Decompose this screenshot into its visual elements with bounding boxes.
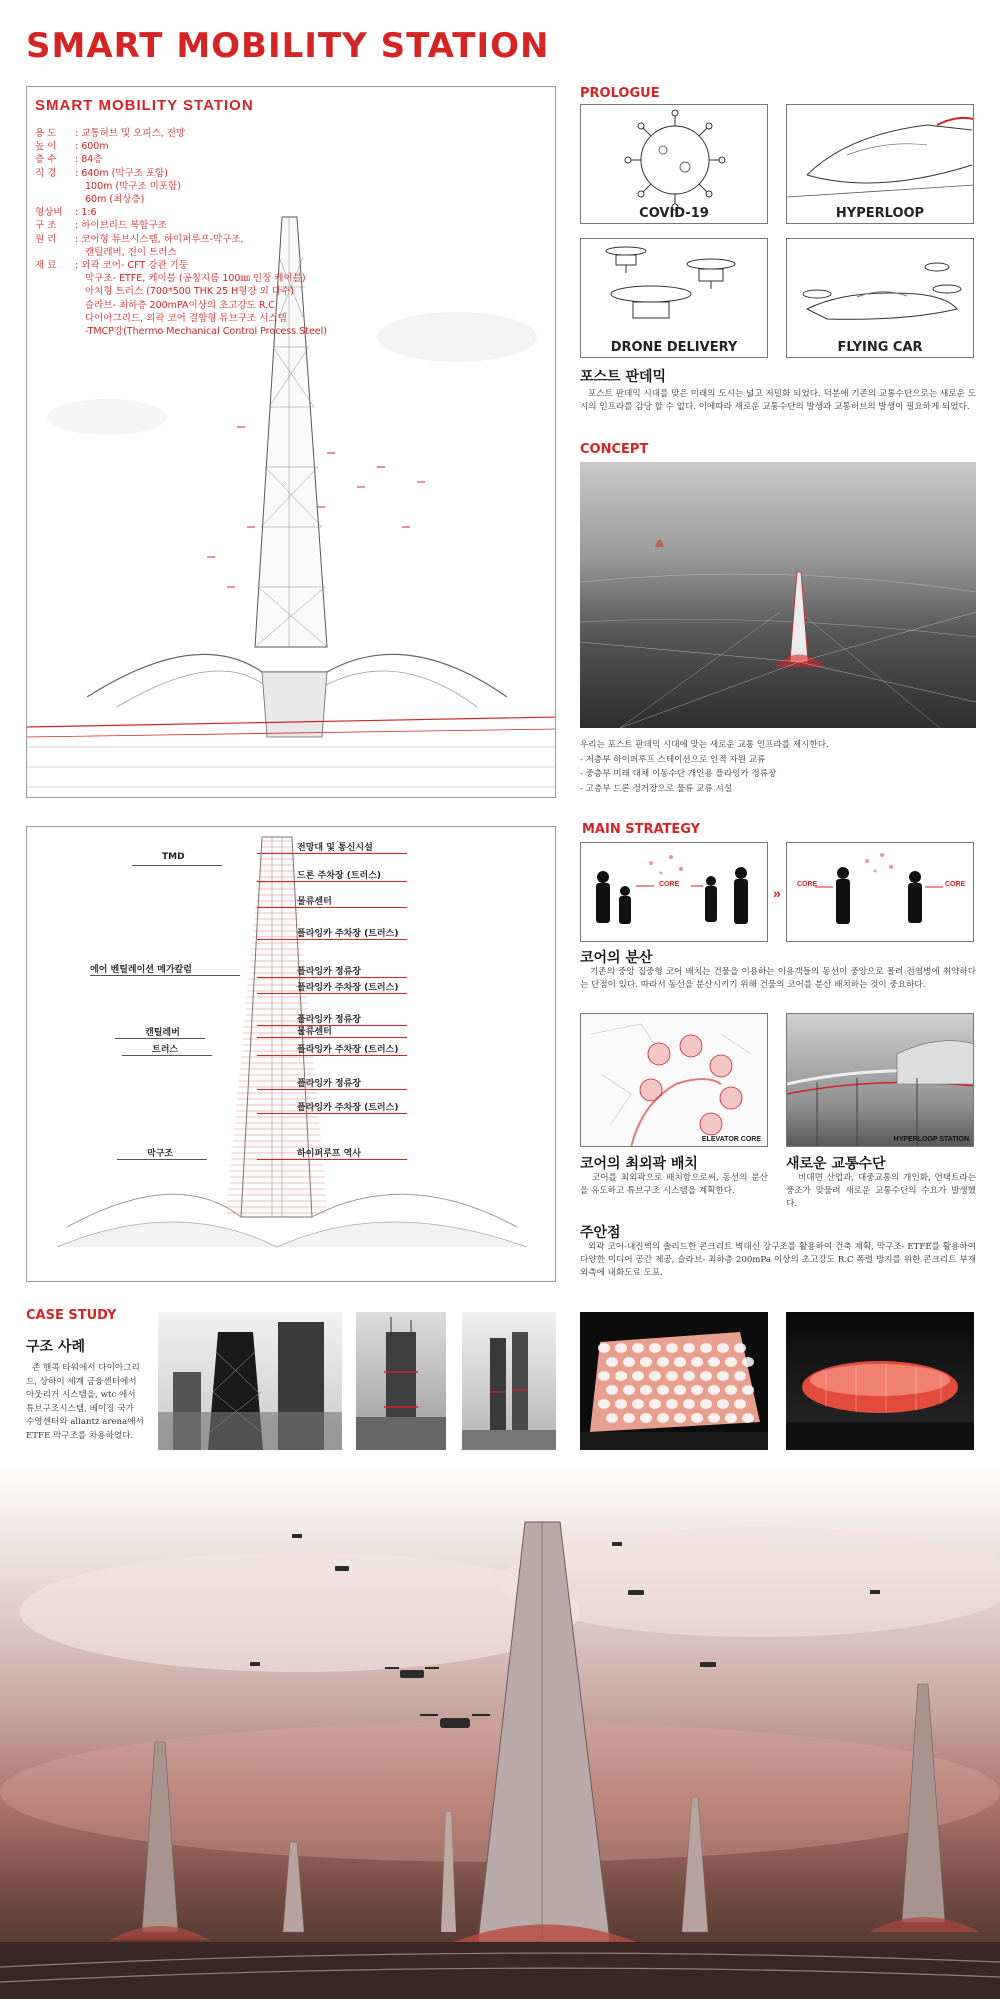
spec-value: : 외곽 코어- CFT 강관 기둥 [75,260,188,272]
main-point-text: 외곽 코어-내진벽의 솔리드한 콘크리트 벽대신 강구조를 활용하여 건축 계획, 막구조- ETFE를 활용하여 다양한 미디어 공간 제공, 슬라브- 최하층 200mPa 이상의 초고강도 R.C 폭렬 방지를 위한 콘크리트 부재 외측에 내화도료 도포. [580,1242,976,1278]
leader-line [257,1113,407,1114]
leader-line [257,939,407,940]
spec-row [35,272,327,285]
case-shanghai-image [356,1312,446,1450]
spec-row [35,219,327,232]
section-label-left: TMD [162,852,185,862]
core-label-center: CORE [659,881,680,888]
spec-row [35,206,327,219]
spec-key: 재 료 [35,260,57,272]
section-label-right: 플라잉카 주차장 (트러스) [297,1045,399,1055]
elevator-core-plan [580,1013,768,1147]
spec-row [35,153,327,166]
section-label-right: 플라잉카 주차장 (트러스) [297,1103,399,1113]
spec-key: 원 리 [35,233,57,245]
spec-title: SMART MOBILITY STATION [35,97,254,114]
main-point-heading: 주안점 [580,1225,621,1241]
strategy-heading: MAIN STRATEGY [582,822,701,837]
section-label-right: 드론 주차장 (트러스) [297,871,382,881]
section-label-left: 에어 벤틸레이션 메가칼럼 [90,965,192,975]
spec-value: : 하이브리드 복합구조 [75,220,167,232]
spec-row [35,285,327,298]
section-label-left: 캔틸레버 [145,1028,180,1038]
concept-line-2: - 저층부 하이퍼루프 스테이션으로 인적 자원 교류 [580,754,766,765]
spec-row [35,312,327,325]
spec-value: 60m (최상층) [85,194,145,206]
new-transport-text: 비대면 산업과, 대중교통의 개인화, 언택트라는 풍조가 맞물려 새로운 교통수단의 수요가 발생했다. [786,1173,976,1209]
case-hancock-image [158,1312,342,1450]
spec-list [35,127,327,338]
hyperloop-station-image [786,1013,974,1147]
leader-line [257,1037,407,1038]
case-study-subheading: 구조 사례 [26,1339,85,1355]
core-distribution-heading: 코어의 분산 [580,950,653,966]
concept-heading: CONCEPT [580,442,649,457]
elevator-core-label: ELEVATOR CORE [701,1136,761,1143]
box-label-hyperloop: HYPERLOOP [835,206,925,221]
core-distributed-diagram [786,842,974,942]
leader-line [257,1055,407,1056]
spec-value: 아치형 트러스 (700*500 THK 25 H형강 외 다수) [85,286,294,298]
page-title: SMART MOBILITY STATION [26,26,550,66]
spec-key: 구 조 [35,220,57,232]
spec-row [35,140,327,153]
spec-row [35,180,327,193]
spec-key: 직 경 [35,167,57,179]
core-central-diagram [580,842,768,942]
section-label-right: 플라잉카 정류장 [297,967,361,977]
concept-text [580,738,976,796]
leader-line [257,1025,407,1026]
spec-key: 용 도 [35,128,57,139]
concept-line-1: 우리는 포스트 판데믹 시대에 맞는 새로운 교통 인프라를 제시한다. [580,740,829,750]
spec-value: : 640m (막구조 포함) [75,167,168,179]
core-distribution-text: 기존의 중앙 집중형 코어 배치는 건물을 이용하는 이용객들의 동선이 중앙으로 몰려 전염병에 취약하다는 단점이 있다. 따라서 동선을 분산시키기 위해 건물의 코어를 분산 배치하는 것이 중요하다. [580,967,976,990]
spec-value: 막구조- ETFE, 케이블 (공칭지름 100㎜ 인장 케이블) [85,273,306,285]
hyperloop-station-label: HYPERLOOP STATION [893,1136,969,1143]
box-label-covid: COVID-19 [639,206,709,221]
spec-value: : 1:6 [75,207,97,219]
spec-value: : 600m [75,141,109,153]
box-label-drone: DRONE DELIVERY [610,340,738,355]
leader-line [117,1159,207,1160]
spec-value: 다이아그리드, 외곽 코어 결합형 튜브구조 시스템 [85,312,287,324]
spec-value: : 교통허브 및 오피스, 전망 [75,128,186,139]
section-label-right: 물류센터 [297,1027,332,1037]
section-label-left: 트러스 [152,1045,179,1055]
flying-car-box [786,238,974,358]
spec-key: 높 이 [35,141,57,153]
leader-line [115,1038,205,1039]
spec-row [35,167,327,180]
box-label-flying-car: FLYING CAR [837,340,923,355]
leader-line [257,1159,407,1160]
spec-key: 형상비 [35,207,63,219]
leader-line [257,881,407,882]
spec-value: -TMCP강(Thermo Mechanical Control Process Steel) [85,326,327,338]
section-label-left: 막구조 [147,1149,174,1159]
section-label-right: 전망대 및 통신시설 [297,843,373,853]
leader-line [257,977,407,978]
outer-core-heading: 코어의 최외곽 배치 [580,1156,698,1172]
spec-row [35,259,327,272]
concept-line-3: - 중층부 미래 대체 이동수단 개인용 플라잉카 정류장 [580,769,777,779]
spec-row [35,127,327,140]
leader-line [257,1089,407,1090]
case-wtc-image [462,1312,556,1450]
section-label-right: 플라잉카 주차장 (트러스) [297,929,399,939]
post-pandemic-text: 포스트 판데믹 시대를 맞은 미래의 도시는 넓고 저밀화 되었다. 덕분에 기존의 교통수단으로는 새로운 도시의 인프라를 감당 할 수 없다. 이에따라 새로운 교통수단의 발생과 교통허브의 발생이 필요하게 되었다. [580,389,976,412]
section-label-right: 플라잉카 주차장 (트러스) [297,983,399,993]
case-study-heading: CASE STUDY [26,1308,117,1323]
spec-value: 캔틸레버, 전이 트러스 [85,246,177,258]
core-label-left: CORE [797,881,818,888]
prologue-heading: PROLOGUE [580,86,660,101]
spec-value: : 84층 [75,154,103,166]
spec-row [35,233,327,246]
new-transport-heading: 새로운 교통수단 [786,1156,886,1172]
section-label-right: 플라잉카 정류장 [297,1079,361,1089]
case-water-cube-image [580,1312,768,1450]
leader-line [257,907,407,908]
spec-value: 슬라브- 최하층 200mPA이상의 초고강도 R.C [85,299,275,311]
leader-line [257,853,407,854]
leader-line [122,1055,212,1056]
section-panel [26,826,556,1282]
hyperloop-box [786,104,974,224]
leader-line [257,993,407,994]
outer-core-text: 코어를 최외곽으로 배치함으로써, 동선의 분산을 유도하고 튜브구조 시스템을 계획한다. [580,1173,768,1196]
concept-line-4: - 고층부 드론 정거장으로 물류 교류 시설 [580,783,733,794]
spec-row [35,246,327,259]
spec-row [35,193,327,206]
city-render-image [0,1462,1000,1999]
leader-line [90,975,240,976]
section-label-right: 하이퍼루프 역사 [297,1149,361,1159]
spec-key: 층 수 [35,154,57,166]
arrow-right-icon: » [773,885,781,901]
spec-value: : 코어형 튜브시스템, 하이퍼루프-막구조, [75,233,244,245]
drone-delivery-box [580,238,768,358]
case-study-text: 존 핸콕 타워에서 다이아그리드, 상하이 세계 금융센터에서 아웃리거 시스템을, wtc 에서 튜브구조시스템, 베이징 국가 수영센터와 aliantz arena에서 ETFE 막구조를 차용하였다. [26,1363,144,1441]
spec-row [35,299,327,312]
covid-box [580,104,768,224]
leader-line [132,865,222,866]
concept-aerial-image [580,462,976,728]
case-allianz-arena-image [786,1312,974,1450]
post-pandemic-heading: 포스트 판데믹 [580,369,667,385]
core-label-right: CORE [945,881,966,888]
section-label-right: 물류센터 [297,897,332,907]
spec-row [35,325,327,338]
section-label-right: 플라잉카 정류장 [297,1015,361,1025]
elevation-panel [26,86,556,798]
spec-value: 100m (막구조 미포함) [85,180,181,192]
